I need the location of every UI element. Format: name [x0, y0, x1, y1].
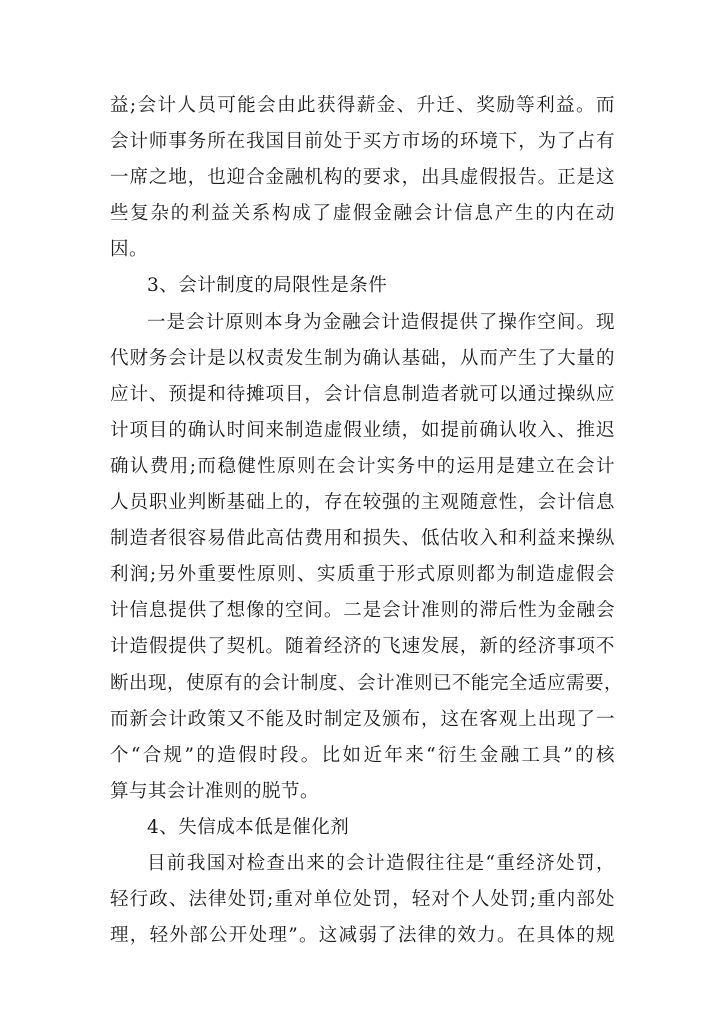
text-line: 计信息提供了想像的空间。二是会计准则的滞后性为金融会	[110, 600, 615, 622]
text-line: 个“合规”的造假时段。比如近年来“衍生金融工具”的核	[110, 744, 615, 766]
text-line: 计项目的确认时间来制造虚假业绩，如提前确认收入、推迟	[110, 419, 615, 441]
text-line: 代财务会计是以权责发生制为确认基础，从而产生了大量的	[110, 347, 615, 369]
text-line: 因。	[110, 239, 149, 261]
text-line: 确认费用;而稳健性原则在会计实务中的运用是建立在会计	[110, 455, 615, 477]
text-line: 轻行政、法律处罚;重对单位处罚，轻对个人处罚;重内部处	[110, 889, 615, 911]
body-text	[110, 88, 624, 954]
text-line: 些复杂的利益关系构成了虚假金融会计信息产生的内在动	[110, 203, 615, 225]
text-line: 益;会计人员可能会由此获得薪金、升迁、奖励等利益。而	[110, 95, 615, 116]
text-line: 应计、预提和待摊项目，会计信息制造者就可以通过操纵应	[110, 383, 615, 405]
text-line: 制造者很容易借此高估费用和损失、低估收入和利益来操纵	[110, 528, 615, 550]
text-line: 一席之地，也迎合金融机构的要求，出具虚假报告。正是这	[110, 167, 615, 189]
text-line: 会计师事务所在我国目前处于买方市场的环境下，为了占有	[110, 131, 615, 153]
text-line: 一是会计原则本身为金融会计造假提供了操作空间。现	[147, 311, 615, 333]
section-heading-3: 3、会计制度的局限性是条件	[147, 275, 388, 297]
text-line: 利润;另外重要性原则、实质重于形式原则都为制造虚假会	[110, 564, 615, 586]
text-line: 算与其会计准则的脱节。	[110, 780, 320, 802]
text-line: 而新会计政策又不能及时制定及颁布，这在客观上出现了一	[110, 708, 615, 730]
text-line: 断出现，使原有的会计制度、会计准则已不能完全适应需要，	[110, 672, 624, 694]
section-heading-4: 4、失信成本低是催化剂	[147, 816, 350, 838]
text-line: 计造假提供了契机。随着经济的飞速发展，新的经济事项不	[110, 636, 615, 658]
text-line: 目前我国对检查出来的会计造假往往是“重经济处罚，	[147, 852, 615, 874]
text-line: 理，轻外部公开处理”。这减弱了法律的效力。在具体的规	[110, 925, 615, 947]
text-line: 人员职业判断基础上的，存在较强的主观随意性，会计信息	[110, 492, 615, 514]
